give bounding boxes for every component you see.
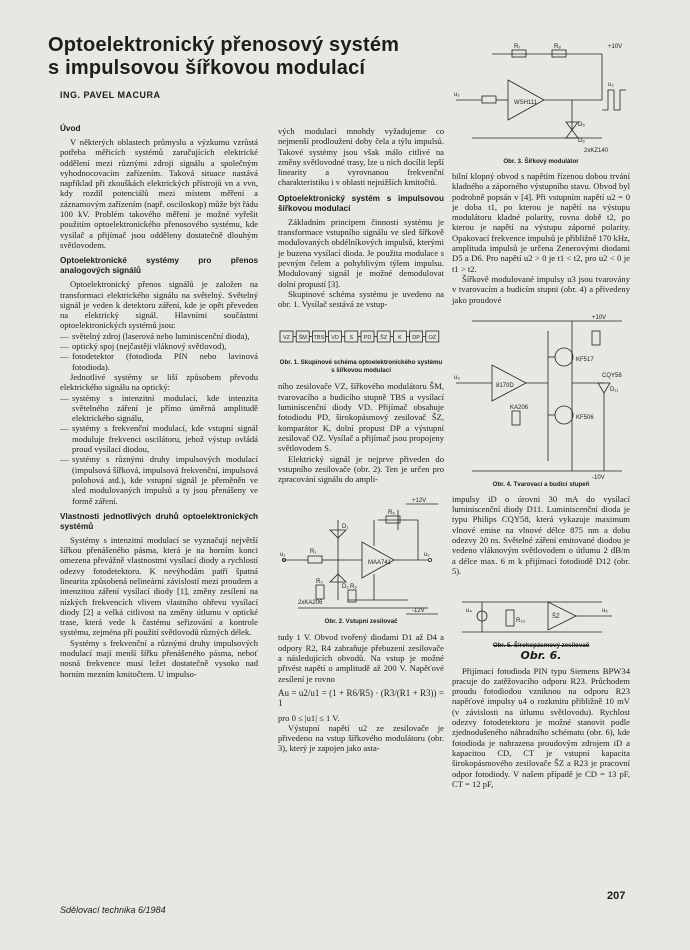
block-label: VZ <box>282 335 291 342</box>
paragraph: Systémy s intenzitní modulací se vyznačují největší šířkou přenášeného pásma, která je na horním konci omezena převážně vlastnostmi vysílací diody a rychlostí odezvy fotodetektoru. K nevýhodám patří špatná linearita způsobená nelineární závislostí mezi proudem a intenzitou záření vysílací diody [1], změny zesílení na nízkých frekvencích vlivem vlastního ohřevu vysílací diody [2] a velká citlivost na změny útlumu v optické trase, která vede k častému seřizování a kontrole systému, zejména při použití světlovodů různých délek. <box>60 534 258 638</box>
figure-1-caption: Obr. 1. Skupinové schéma optoelektronického systému s šířkovou modulací <box>279 359 443 375</box>
svg-text:D₅: D₅ <box>578 122 585 128</box>
svg-text:ŠZ: ŠZ <box>552 614 560 621</box>
block-label: OZ <box>428 335 437 342</box>
svg-text:R₆: R₆ <box>388 510 395 517</box>
paragraph: bilní klopný obvod s napětím řízenou dobou trvání kladného a záporného výstupního stavu. Obvod byl podrobně popsán v [4]. Při vstupním napětí u2 = 0 je doba t1, po kterou je napětí na výstupu modulátoru kladné polarity, rovna době t2, po kterou je napětí na výstupu záporné polarity. Opakovací frekvence impulsů je přibližně 170 kHz, amplituda impulsů je určena Zenerovými diodami D5 a D6. Pro napětí u2 > 0 je t1 < t2, pro u2 < 0 je t1 > t2. <box>452 171 630 274</box>
author: ING. PAVEL MACURA <box>60 90 161 100</box>
svg-text:8170D: 8170D <box>496 382 514 389</box>
paragraph: impulsy iD o úrovni 30 mA do vysílací luminiscenční diody D11. Luminiscenční dioda je typu Philips CQY58, která vykazuje maximum vlnové emise na vlnové délce 875 nm a dobu odezvy 20 ns. Světelné záření emitované diodou je vedeno vláknovým světlovodem o útlumu 2 dB/m a délce max. 6 m k přijímací fotodiodě D12 (obr. 5). <box>452 493 630 576</box>
journal-footer: Sdělovací technika 6/1984 <box>60 905 166 915</box>
column-2 <box>278 126 444 754</box>
paragraph: vých modulací mnohdy vyžadujeme co nejmenší prodloužení doby čela a týlu impulsů. Takové systémy jsou však málo citlivé na změny světlovodné trasy, lze u nich docílit lepší linearity a vyrovnanou frekvenční charakteristiku i v oblasti nejnižších kmitočtů. <box>278 126 444 188</box>
paragraph: ního zesilovače VZ, šířkového modulátoru ŠM, tvarovacího a budicího stupně TBS a vysílací luminiscenční diody VD. Přijímač obsahuje fotodiodu PD, širokopásmový zesilovač ŠZ, komparátor K, dolní propust DP a výstupní zesilovač OZ. Vysílač a přijímač jsou propojeny světlovodem S. <box>278 381 444 454</box>
svg-text:+12V: +12V <box>412 498 427 505</box>
svg-text:KA206: KA206 <box>510 404 529 411</box>
figure-5-handwritten-note: Obr. 6. <box>520 649 562 663</box>
svg-text:u₂: u₂ <box>454 92 460 98</box>
svg-text:WSH111: WSH111 <box>514 100 538 106</box>
svg-text:D₁: D₁ <box>342 524 349 531</box>
block-label: S <box>349 335 354 342</box>
paragraph: Výstupní napětí u2 ze zesilovače je přivedeno na vstup šířkového modulátoru (obr. 3), který je zapojen jako asta- <box>278 722 444 754</box>
svg-text:u₄: u₄ <box>466 608 472 615</box>
svg-text:R₈: R₈ <box>554 44 561 50</box>
formula: Au = u2/u1 = (1 + R6/R5) · (R3/(R1 + R3)) = 1 <box>278 687 444 709</box>
heading-impuls: Optoelektronický systém s impulsovou šířkovou modulací <box>278 193 444 213</box>
svg-text:u₃: u₃ <box>608 82 614 88</box>
svg-text:+10V: +10V <box>592 314 607 321</box>
svg-text:u₃: u₃ <box>454 374 460 381</box>
block-label: PD <box>363 335 372 342</box>
page-number: 207 <box>607 890 626 902</box>
block-label: VD <box>331 335 339 342</box>
svg-text:u₅: u₅ <box>602 608 608 615</box>
list-item: — fotodetektor (fotodioda PIN nebo lavinová fotodioda). <box>72 351 258 372</box>
svg-text:D₆: D₆ <box>578 138 585 144</box>
paragraph: Skupinové schéma systému je uvedeno na obr. 1. Vysílač sestává ze vstup- <box>278 288 444 310</box>
paragraph: Jednotlivé systémy se liší způsobem převodu elektrického signálu na optický: <box>60 371 258 393</box>
paragraph: Systémy s frekvenční a různými druhy impulsových modulací mají menší šířku přenášeného pásma, neboť nosná frekvence musí ležet dostatečně vysoko nad horním mezním kmitočtem. U impulso- <box>60 637 258 679</box>
column-3 <box>452 40 630 789</box>
figure-5-schematic <box>452 582 630 642</box>
list-item: — systémy s frekvenční modulací, kde vstupní signál moduluje frekvenci oscilátoru, jehož výstup ovládá proud vysílací diodou, <box>72 423 258 454</box>
paragraph: Šířkově modulované impulsy u3 jsou tvarovány v tvarovacím a budicím stupni (obr. 4) a přivedeny jako proudové <box>452 273 630 305</box>
svg-text:KF506: KF506 <box>576 414 594 421</box>
paragraph: V některých oblastech průmyslu a výzkumu vzrůstá potřeba měřicích systémů zaručujících elektrické oddělení mezi různými zdroji signálu a společným vyhodnocovacím zařízením. Taková situace nastává například při zkouškách elektrických přístrojů vn a vvn, kdy rozdíl potenciálů mezi místem měření a záznamovým zařízením (např. osciloskop) může být řádu 100 kV. Problém takového měření je možné vyřešit použitím optoelektronického přenosového systému, kde vysílač a přijímač jsou odděleny dostatečně dlouhým světlovodem. <box>60 137 258 250</box>
components-list <box>60 331 258 372</box>
title-line-2: s impulsovou šířkovou modulací <box>48 57 366 79</box>
svg-text:R₂₃: R₂₃ <box>516 618 526 625</box>
svg-text:u₁: u₁ <box>280 552 286 559</box>
figure-3-caption: Obr. 3. Šířkový modulátor <box>503 158 579 165</box>
block-label: TBS <box>313 335 325 342</box>
block-label: ŠM <box>298 335 307 342</box>
block-label: DP <box>412 335 420 342</box>
svg-text:R₃: R₃ <box>316 579 323 586</box>
heading-uvod: Úvod <box>60 124 81 133</box>
figure-3-schematic <box>452 40 630 158</box>
paragraph: Elektrický signál je nejprve přiveden do vstupního zesilovače (obr. 2). Ten je určen pro zpracování signálu do ampli- <box>278 453 444 485</box>
list-item: — systémy s různými druhy impulsových modulací (impulsová šířková, impulsová frekvenční, impulsová polohová atd.), kde vstupní signál je přeměněn ve sled modulovaných impulsů a ty jsou přenášeny ve formě záření. <box>72 454 258 505</box>
heading-vlastnosti: Vlastnosti jednotlivých druhů optoelektronických systémů <box>60 511 258 531</box>
svg-text:D₂: D₂ <box>342 584 349 591</box>
svg-text:R₁: R₁ <box>310 549 317 556</box>
block-label: ŠZ <box>380 335 388 342</box>
svg-text:-10V: -10V <box>592 474 605 481</box>
svg-text:D₁₁: D₁₁ <box>610 386 619 393</box>
figure-1-block-diagram <box>278 315 444 357</box>
paragraph: Přijímací fotodioda PIN typu Siemens BPW34 pracuje do zatěžovacího odporu R23. Průchodem proudu fotodiodou vzniknou na odporu R23 napěťové impulsy u4 o rozkmitu přibližně 10 mV (v závislosti na útlumu světlovodu). Rychlost odezvy fotodetektoru je možné stanovit podle zjednodušeného náhradního schématu (obr. 6), kde fotodioda je nahrazena proudovým zdrojem iD a kapacitou CD, CT je vstupní kapacita širokopásmového zesilovače ŠZ a R23 je pracovní odpor fotodiody. V našem případě je CD = 13 pF, CT = 12 pF, <box>452 665 630 789</box>
svg-text:R₅: R₅ <box>350 584 357 591</box>
paragraph: tudy 1 V. Obvod tvořený diodami D1 až D4 a odpory R2, R4 zabraňuje přebuzení zesilovače a následujících obvodů. Na vstup je možné přivést napětí o amplitudě až 200 V. Napěťové zesílení je rovno <box>278 632 444 684</box>
svg-text:+10V: +10V <box>608 44 623 50</box>
formula-range: pro 0 ≤ |u1| ≤ 1 V. <box>278 712 340 723</box>
svg-text:CQY58: CQY58 <box>602 372 622 379</box>
systems-list <box>60 393 258 506</box>
paragraph: Základním principem činnosti systému je transformace vstupního signálu ve sled šířkově modulovaných obdélníkových impulsů, kterými je buzena vysílací dioda. Je použita modulace s pevným čelem a pohyblivým týlem impulsu. Modulovaný signál je možné demodulovat dolní propustí [3]. <box>278 216 444 289</box>
article-title <box>48 34 428 80</box>
svg-text:2xKZ140: 2xKZ140 <box>584 148 609 154</box>
svg-text:KF517: KF517 <box>576 356 594 363</box>
figure-2-caption: Obr. 2. Vstupní zesilovač <box>324 618 398 626</box>
figure-4-caption: Obr. 4. Tvarovací a budicí stupeň <box>492 480 590 488</box>
figure-5-caption: Obr. 5. Širokopásmový zesilovač <box>492 642 590 650</box>
figure-2-schematic <box>278 490 444 616</box>
svg-text:-12V: -12V <box>412 608 425 615</box>
column-1 <box>60 118 258 679</box>
block-label: K <box>398 335 402 342</box>
title-line-1: Optoelektronický přenosový systém <box>48 34 400 56</box>
svg-text:2xKA206: 2xKA206 <box>298 600 323 607</box>
heading-analog: Optoelektronické systémy pro přenos analogových signálů <box>60 256 258 276</box>
svg-text:R₇: R₇ <box>514 44 521 50</box>
list-item: — systémy s intenzitní modulací, kde intenzita světelného záření je přímo úměrná amplitudě elektrického signálu, <box>72 393 258 424</box>
svg-text:u₂: u₂ <box>424 552 430 559</box>
list-item: — optický spoj (nejčastěji vláknový světlovod), <box>72 341 258 351</box>
figure-4-schematic <box>452 311 630 481</box>
list-item: — světelný zdroj (laserová nebo luminiscenční dioda), <box>72 331 258 341</box>
paragraph: Optoelektronický přenos signálů je založen na transformaci elektrického signálu na světelný. Světelný signál je veden k detektoru záření, kde je opět převeden na elektrický signál. Hlavními součástmi optoelektronických systémů jsou: <box>60 279 258 331</box>
svg-text:MAA741: MAA741 <box>368 560 392 567</box>
